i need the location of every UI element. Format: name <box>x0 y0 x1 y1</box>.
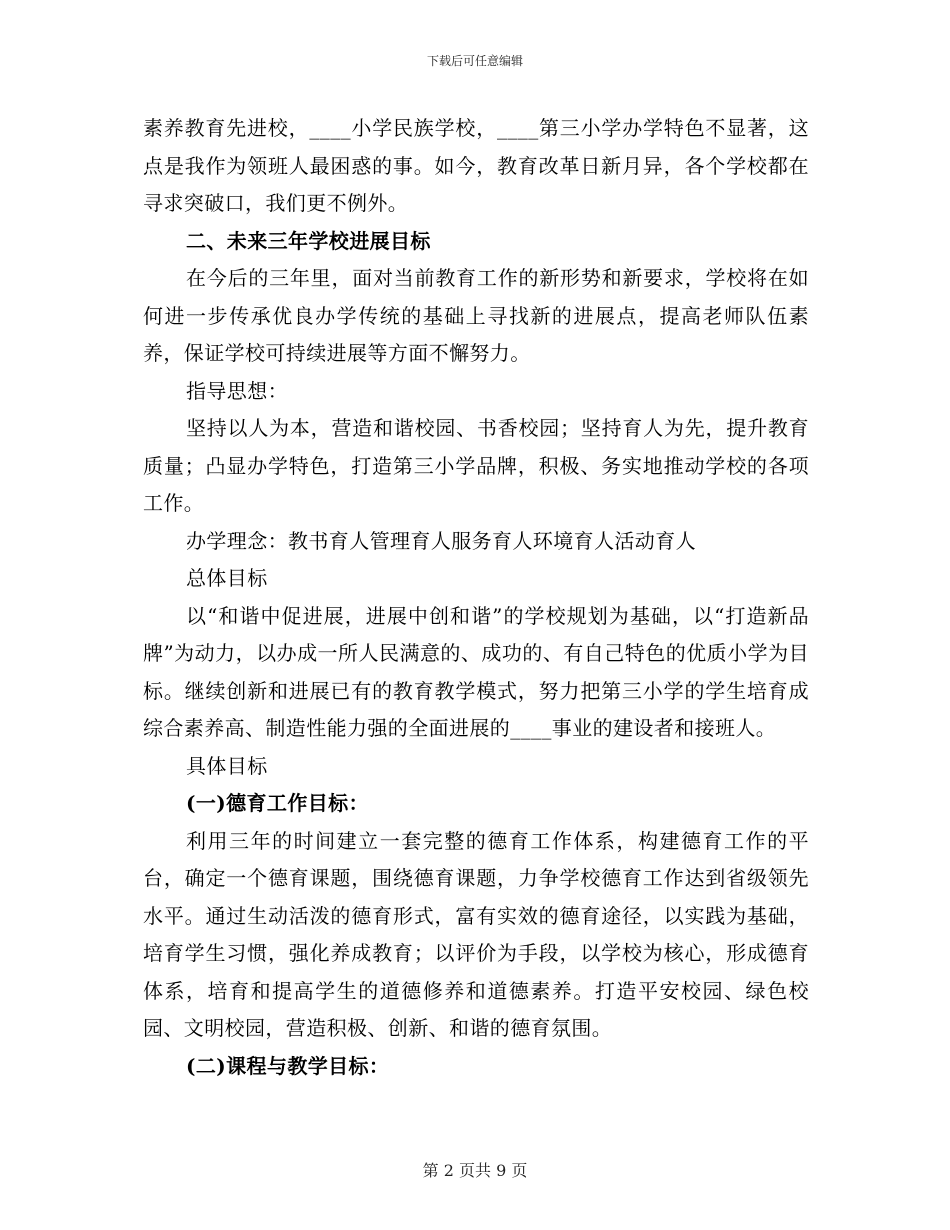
paragraph-1: 素养教育先进校，____小学民族学校，____第三小学办学特色不显著，这点是我作为领班人最困惑的事。如今，教育改革日新月异，各个学校都在寻求突破口，我们更不例外。 <box>143 116 809 215</box>
paragraph-11: 利用三年的时间建立一套完整的德育工作体系，构建德育工作的平台，确定一个德育课题，围绕德育课题，力争学校德育工作达到省级领先水平。通过生动活泼的德育形式，富有实效的德育途径，以实践为基础，培育学生习惯，强化养成教育；以评价为手段，以学校为核心，形成德育体系，培育和提高学生的道德修养和道德素养。打造平安校园、绿色校园、文明校园，营造积极、创新、和谐的德育氛围。 <box>143 828 809 1040</box>
paragraph-3: 在今后的三年里，面对当前教育工作的新形势和新要求，学校将在如何进一步传承优良办学传统的基础上寻找新的进展点，提高老师队伍素养，保证学校可持续进展等方面不懈努力。 <box>143 266 809 365</box>
overall-goal-label: 总体目标 <box>186 566 268 590</box>
page-header: 下载后可任意编辑 <box>426 54 523 68</box>
paragraph-5: 坚持以人为本，营造和谐校园、书香校园；坚持育人为先，提升教育质量；凸显办学特色，打造第三小学品牌，积极、务实地推动学校的各项工作。 <box>143 416 809 515</box>
specific-goal-label: 具体目标 <box>186 753 268 778</box>
guiding-thought-label: 指导思想： <box>186 378 288 403</box>
subheading-moral-education: (一)德育工作目标： <box>186 791 369 815</box>
document-body <box>143 110 809 1085</box>
page-footer: 第 2 页共 9 页 <box>422 1161 528 1180</box>
school-philosophy-line: 办学理念：教书育人管理育人服务育人环境育人活动育人 <box>186 528 696 553</box>
section-heading-2: 二、未来三年学校进展目标 <box>186 228 431 253</box>
paragraph-8: 以“和谐中促进展，进展中创和谐”的学校规划为基础，以“打造新品牌”为动力，以办成一所人民满意的、成功的、有自己特色的优质小学为目标。继续创新和进展已有的教育教学模式，努力把第三小学的学生培育成综合素养高、制造性能力强的全面进展的____事业的建设者和接班人。 <box>143 603 809 740</box>
subheading-curriculum-teaching: (二)课程与教学目标： <box>186 1053 390 1078</box>
